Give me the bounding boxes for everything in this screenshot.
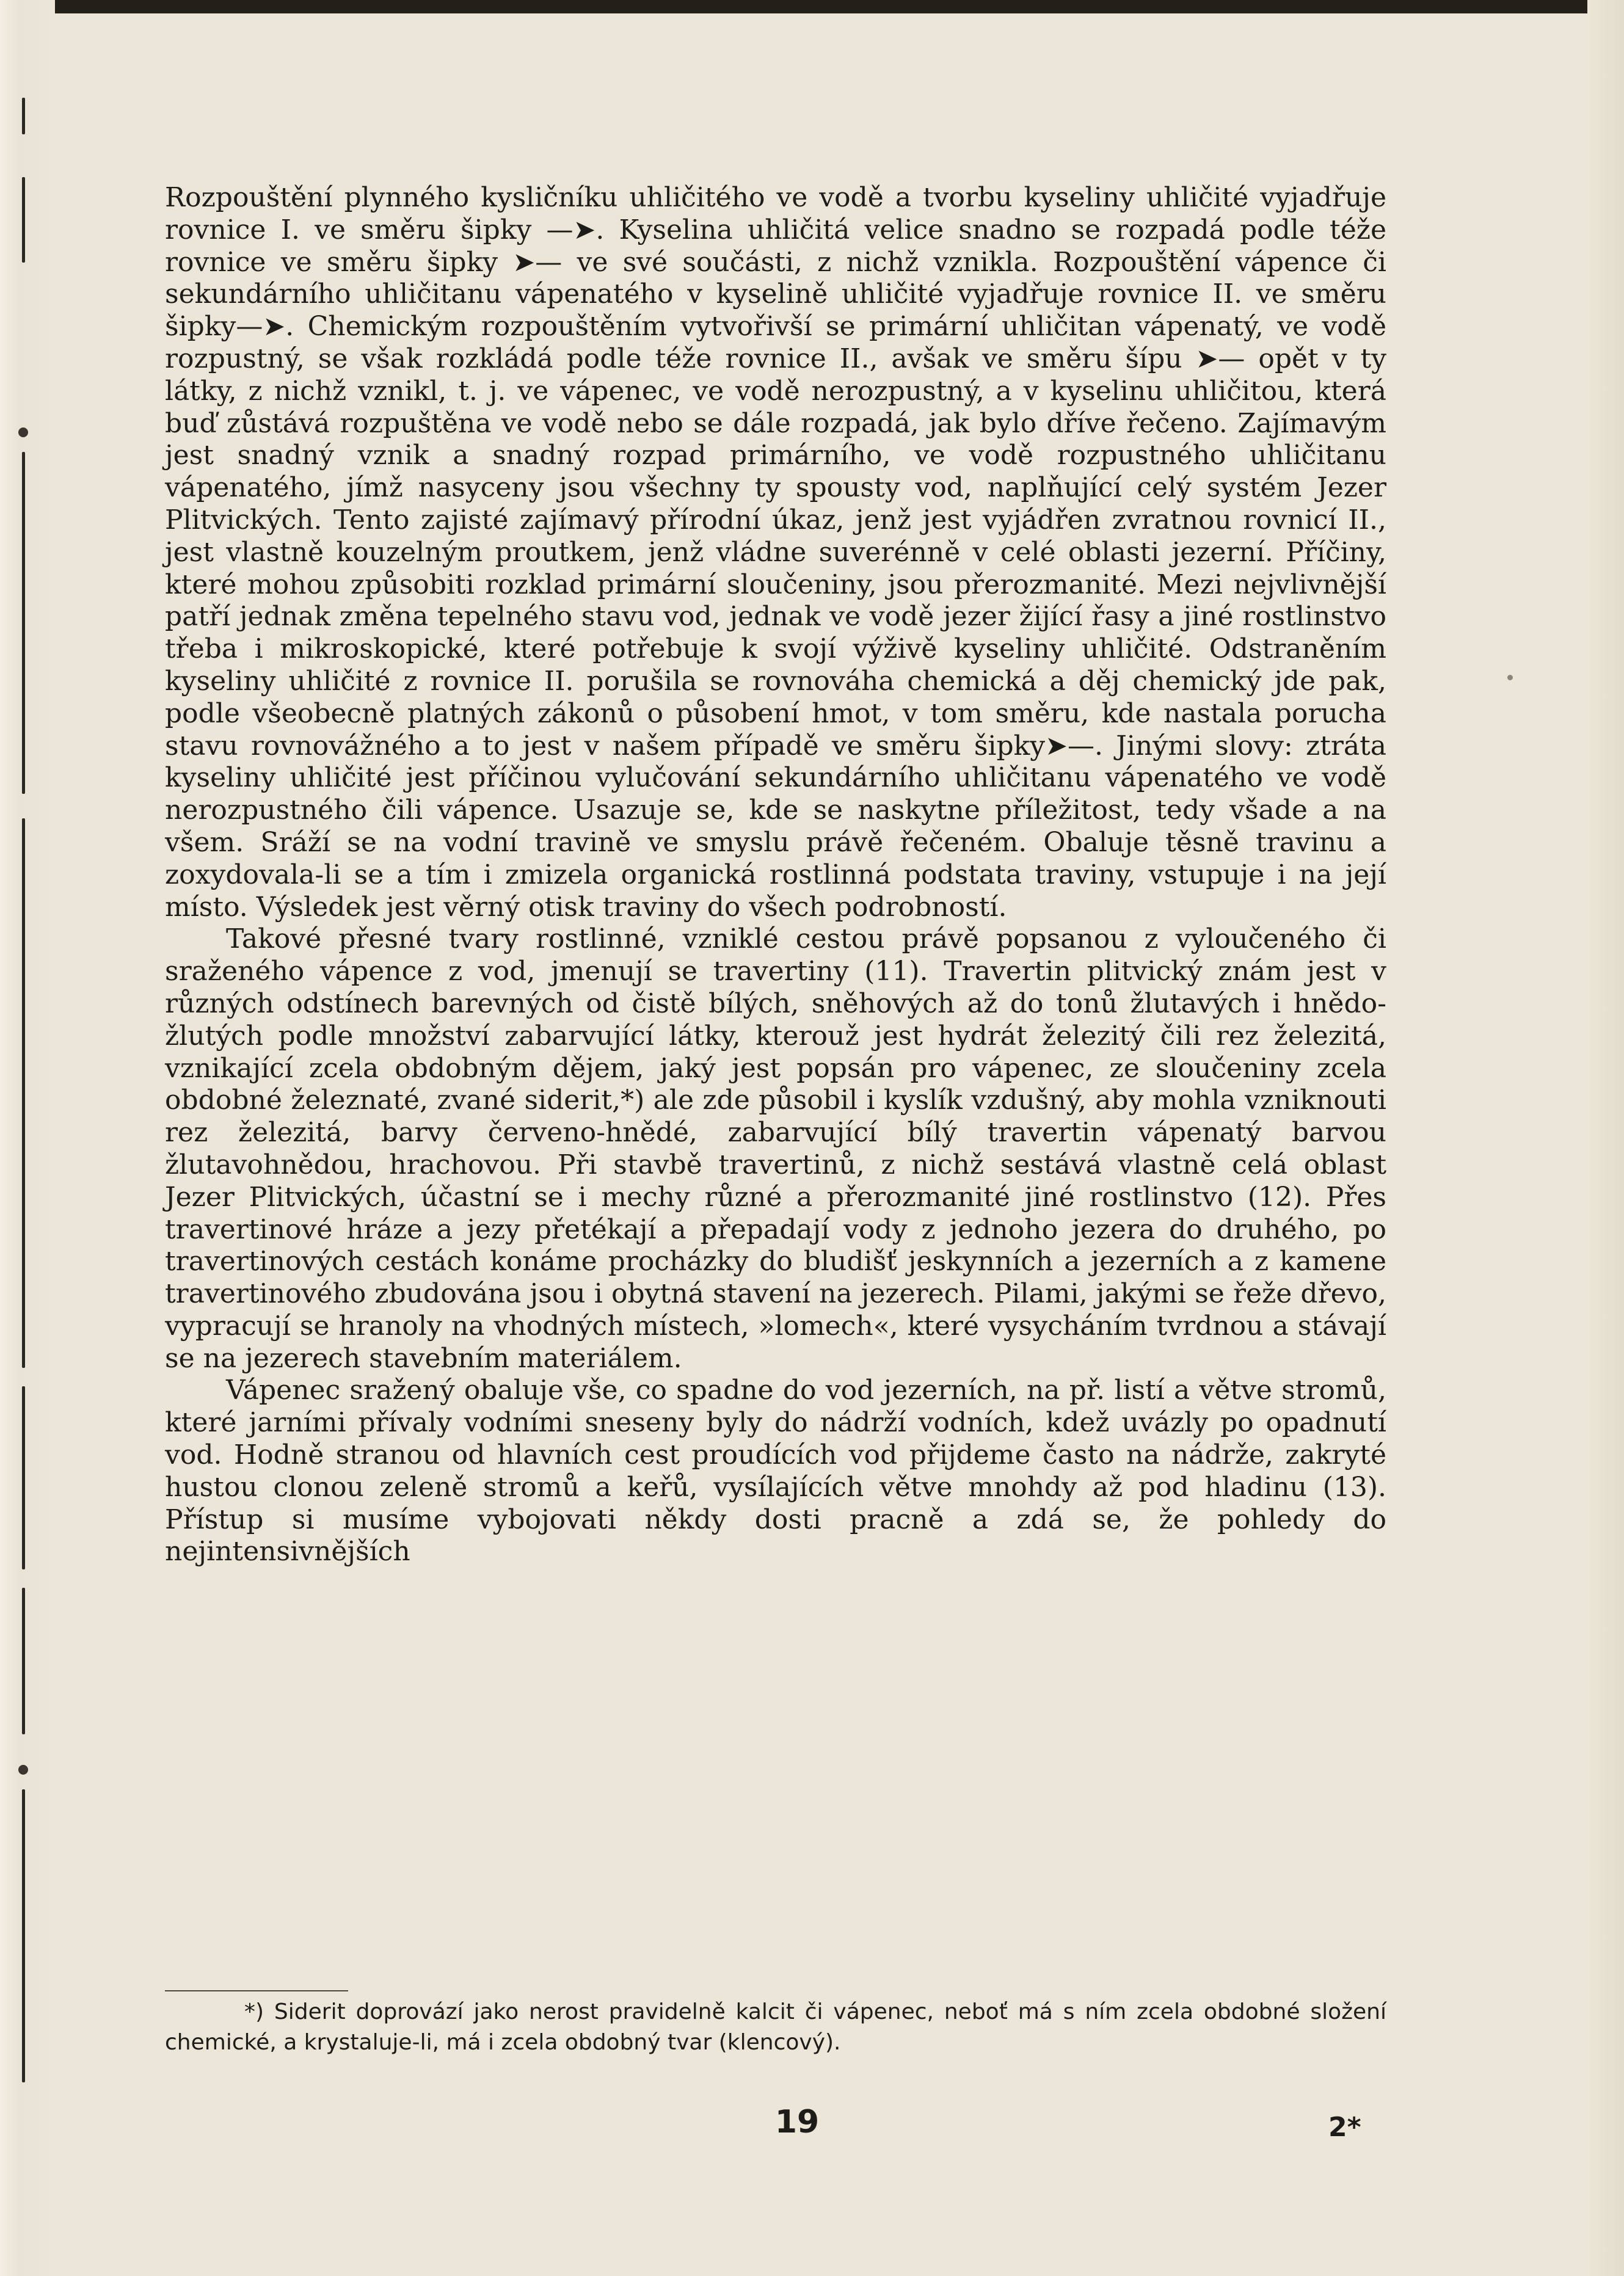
- paper-speck: [1507, 675, 1513, 680]
- paragraph-3: Vápenec sražený obaluje vše, co spadne do vod jezerních, na př. listí a větve stromů, které jarními přívaly vodními sneseny byly do nádrží vodních, kdež uvázly po opadnutí vod. Hodně stranou od hlavních cest proudících vod přijdeme často na nádrže, zakryté hustou clonou zeleně stromů a keřů, vysílajících větve mnohdy až pod hladinu (13). Přístup si musíme vybojovati někdy dosti pracně a zdá se, že pohledy do nejintensivnějších: [165, 1375, 1386, 1568]
- spine-mark: [22, 1588, 25, 1734]
- paragraph-2: Takové přesné tvary rostlinné, vzniklé cestou právě popsanou z vyloučeného či sraženého vápence z vod, jmenují se travertiny (11). Travertin plitvický znám jest v různých odstínech barevných od čistě bílých, sněhových až do tonů žlutavých i hnědo-žlutých podle množství zabarvující látky, kterouž jest hydrát železitý čili rez železitá, vznikající zcela obdobným dějem, jaký jest popsán pro vápenec, ze sloučeniny zcela obdobné železnaté, zvané siderit,*) ale zde působil i kyslík vzdušný, aby mohla vzniknouti rez železitá, barvy červeno-hnědé, zabarvující bílý travertin vápenatý barvou žlutavohnědou, hrachovou. Při stavbě travertinů, z nichž sestává vlastně celá oblast Jezer Plitvických, účastní se i mechy různé a přerozmanité jiné rostlinstvo (12). Přes travertinové hráze a jezy přetékají a přepadají vody z jednoho jezera do druhého, po travertinových cestách konáme procházky do bludišť jeskynních a jezerních a z kamene travertinového zbudována jsou i obytná stavení na jezerech. Pilami, jakými se řeže dřevo, vypracují se hranoly na vhodných místech, »lomech«, které vysycháním tvrdnou a stávají se na jezerech stavebním materiálem.: [165, 923, 1386, 1374]
- page-number: 19: [774, 2104, 820, 2140]
- spine-mark: [22, 177, 25, 263]
- spine-mark: [22, 1789, 25, 2082]
- page-top-edge: [0, 0, 1624, 13]
- spine-mark: [22, 1386, 25, 1569]
- binding-gutter: [0, 0, 55, 2276]
- spine-mark: [22, 98, 25, 134]
- main-text: [165, 182, 1386, 1568]
- page-right-edge: [1587, 0, 1624, 2276]
- paragraph-1: Rozpouštění plynného kysličníku uhličitého ve vodě a tvorbu kyseliny uhličité vyjadřuje rovnice I. ve směru šipky —➤. Kyselina uhličitá velice snadno se rozpadá podle téže rovnice ve směru šipky ➤— ve své součásti, z nichž vznikla. Rozpouštění vápence či sekundárního uhličitanu vápenatého v kyselině uhličité vyjadřuje rovnice II. ve směru šipky—➤. Chemickým rozpouštěním vytvořivší se primární uhličitan vápenatý, ve vodě rozpustný, se však rozkládá podle téže rovnice II., avšak ve směru šípu ➤— opět v ty látky, z nichž vznikl, t. j. ve vápenec, ve vodě nerozpustný, a v kyselinu uhličitou, která buď zůstává rozpuštěna ve vodě nebo se dále rozpadá, jak bylo dříve řečeno. Zajímavým jest snadný vznik a snadný rozpad primárního, ve vodě rozpustného uhličitanu vápenatého, jímž nasyceny jsou všechny ty spousty vod, naplňující celý systém Jezer Plitvických. Tento zajisté zajímavý přírodní úkaz, jenž jest vyjádřen zvratnou rovnicí II., jest vlastně kouzelným proutkem, jenž vládne suverénně v celé oblasti jezerní. Příčiny, které mohou způsobiti rozklad primární sloučeniny, jsou přerozmanité. Mezi nejvlivnější patří jednak změna tepelného stavu vod, jednak ve vodě jezer žijící řasy a jiné rostlinstvo třeba i mikroskopické, které potřebuje k svojí výživě kyseliny uhličité. Odstraněním kyseliny uhličité z rovnice II. porušila se rovnováha chemická a děj chemický jde pak, podle všeobecně platných zákonů o působení hmot, v tom směru, kde nastala porucha stavu rovnovážného a to jest v našem případě ve směru šipky➤—. Jinými slovy: ztráta kyseliny uhličité jest příčinou vylučování sekundárního uhličitanu vápenatého ve vodě nerozpustného čili vápence. Usazuje se, kde se naskytne příležitost, tedy všade a na všem. Sráží se na vodní travině ve smyslu právě řečeném. Obaluje těsně travinu a zoxydovala-li se a tím i zmizela organická rostlinná podstata traviny, vstupuje i na její místo. Výsledek jest věrný otisk traviny do všech podrobností.: [165, 182, 1386, 923]
- spine-mark: [18, 1765, 28, 1775]
- spine-mark: [22, 818, 25, 1368]
- spine-mark: [18, 427, 28, 437]
- signature-mark: 2*: [1328, 2112, 1361, 2143]
- footnote-text: *) Siderit doprovází jako nerost pravidelně kalcit či vápenec, neboť má s ním zcela obdobné složení chemické, a krystaluje-li, má i zcela obdobný tvar (klencový).: [165, 1999, 1386, 2055]
- footnote: [165, 1997, 1386, 2058]
- spine-mark: [22, 452, 25, 794]
- footnote-rule: [165, 1990, 348, 1991]
